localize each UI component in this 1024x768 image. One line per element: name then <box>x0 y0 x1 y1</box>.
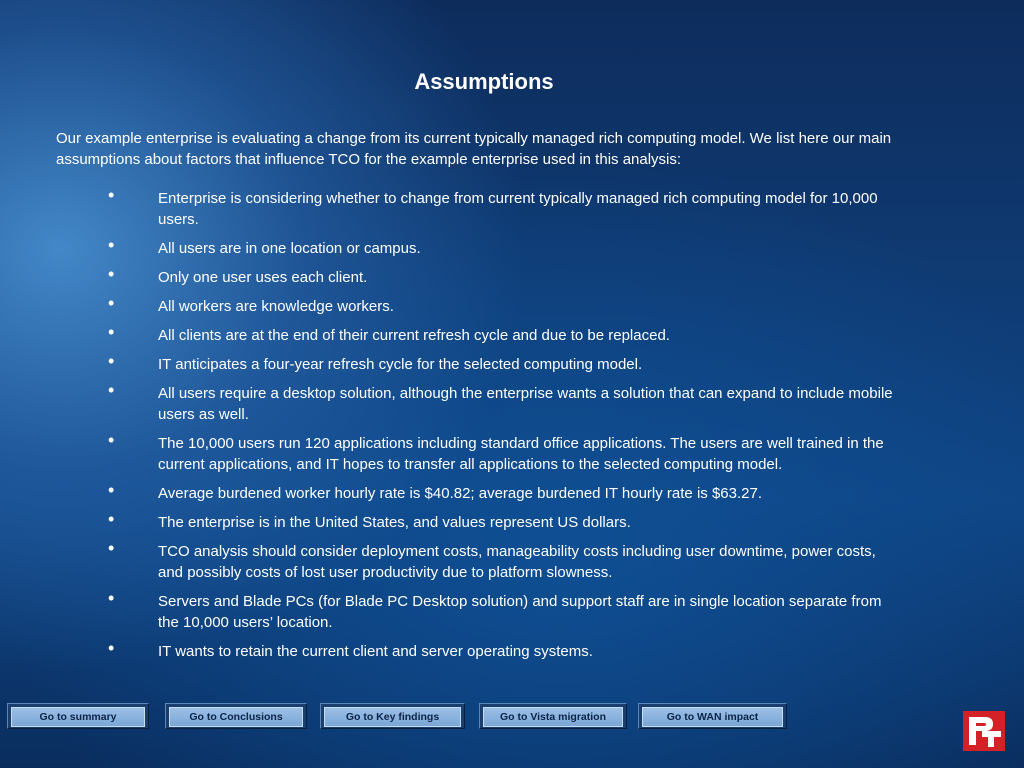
go-to-vista-migration-label: Go to Vista migration <box>483 707 623 727</box>
bullet-icon: • <box>108 538 115 558</box>
list-item <box>0 538 903 583</box>
go-to-conclusions-button[interactable] <box>165 703 307 729</box>
list-item <box>0 293 903 317</box>
assumptions-list <box>0 185 1000 670</box>
bullet-icon: • <box>108 509 115 529</box>
list-item <box>0 185 903 230</box>
go-to-key-findings-button[interactable] <box>320 703 465 729</box>
bullet-icon: • <box>108 264 115 284</box>
bullet-icon: • <box>108 185 115 205</box>
list-item <box>0 235 903 259</box>
go-to-summary-label: Go to summary <box>11 707 145 727</box>
list-item <box>0 264 903 288</box>
pt-logo-icon <box>963 711 1005 751</box>
list-item-text: The enterprise is in the United States, and values represent US dollars. <box>158 514 631 531</box>
go-to-conclusions-label: Go to Conclusions <box>169 707 303 727</box>
go-to-vista-migration-button[interactable] <box>479 703 627 729</box>
bullet-icon: • <box>108 293 115 313</box>
bullet-icon: • <box>108 235 115 255</box>
list-item <box>0 351 903 375</box>
go-to-summary-button[interactable] <box>7 703 149 729</box>
list-item-text: All users require a desktop solution, although the enterprise wants a solution that can expand to include mobile users as well. <box>158 385 893 423</box>
intro-paragraph: Our example enterprise is evaluating a change from its current typically managed rich computing model. We list here our main assumptions about factors that influence TCO for the example enterprise used in this analysis: <box>56 130 892 168</box>
list-item <box>0 588 903 633</box>
go-to-wan-impact-label: Go to WAN impact <box>642 707 783 727</box>
list-item-text: Enterprise is considering whether to change from current typically managed rich computing model for 10,000 users. <box>158 190 878 228</box>
list-item-text: Servers and Blade PCs (for Blade PC Desktop solution) and support staff are in single location separate from the 10,000 users’ location. <box>158 593 882 631</box>
list-item-text: The 10,000 users run 120 applications including standard office applications. The users are well trained in the current applications, and IT hopes to transfer all applications to the selected computing model. <box>158 435 884 473</box>
list-item <box>0 430 903 475</box>
list-item <box>0 322 903 346</box>
list-item-text: Average burdened worker hourly rate is $40.82; average burdened IT hourly rate is $63.27. <box>158 485 762 502</box>
list-item-text: IT wants to retain the current client and server operating systems. <box>158 643 593 660</box>
bullet-icon: • <box>108 480 115 500</box>
bullet-icon: • <box>108 351 115 371</box>
list-item <box>0 380 903 425</box>
bullet-icon: • <box>108 638 115 658</box>
bullet-icon: • <box>108 322 115 342</box>
bullet-icon: • <box>108 588 115 608</box>
list-item-text: All users are in one location or campus. <box>158 240 421 257</box>
list-item <box>0 509 903 533</box>
go-to-key-findings-label: Go to Key findings <box>324 707 461 727</box>
list-item-text: IT anticipates a four-year refresh cycle for the selected computing model. <box>158 356 643 373</box>
slide-title: Assumptions <box>414 69 554 94</box>
bullet-icon: • <box>108 380 115 400</box>
go-to-wan-impact-button[interactable] <box>638 703 787 729</box>
list-item <box>0 480 903 504</box>
list-item <box>0 638 903 662</box>
list-item-text: All clients are at the end of their current refresh cycle and due to be replaced. <box>158 327 670 344</box>
list-item-text: All workers are knowledge workers. <box>158 298 394 315</box>
bullet-icon: • <box>108 430 115 450</box>
list-item-text: TCO analysis should consider deployment costs, manageability costs including user downtime, power costs, and possibly costs of lost user productivity due to platform slowness. <box>158 543 876 581</box>
list-item-text: Only one user uses each client. <box>158 269 368 286</box>
